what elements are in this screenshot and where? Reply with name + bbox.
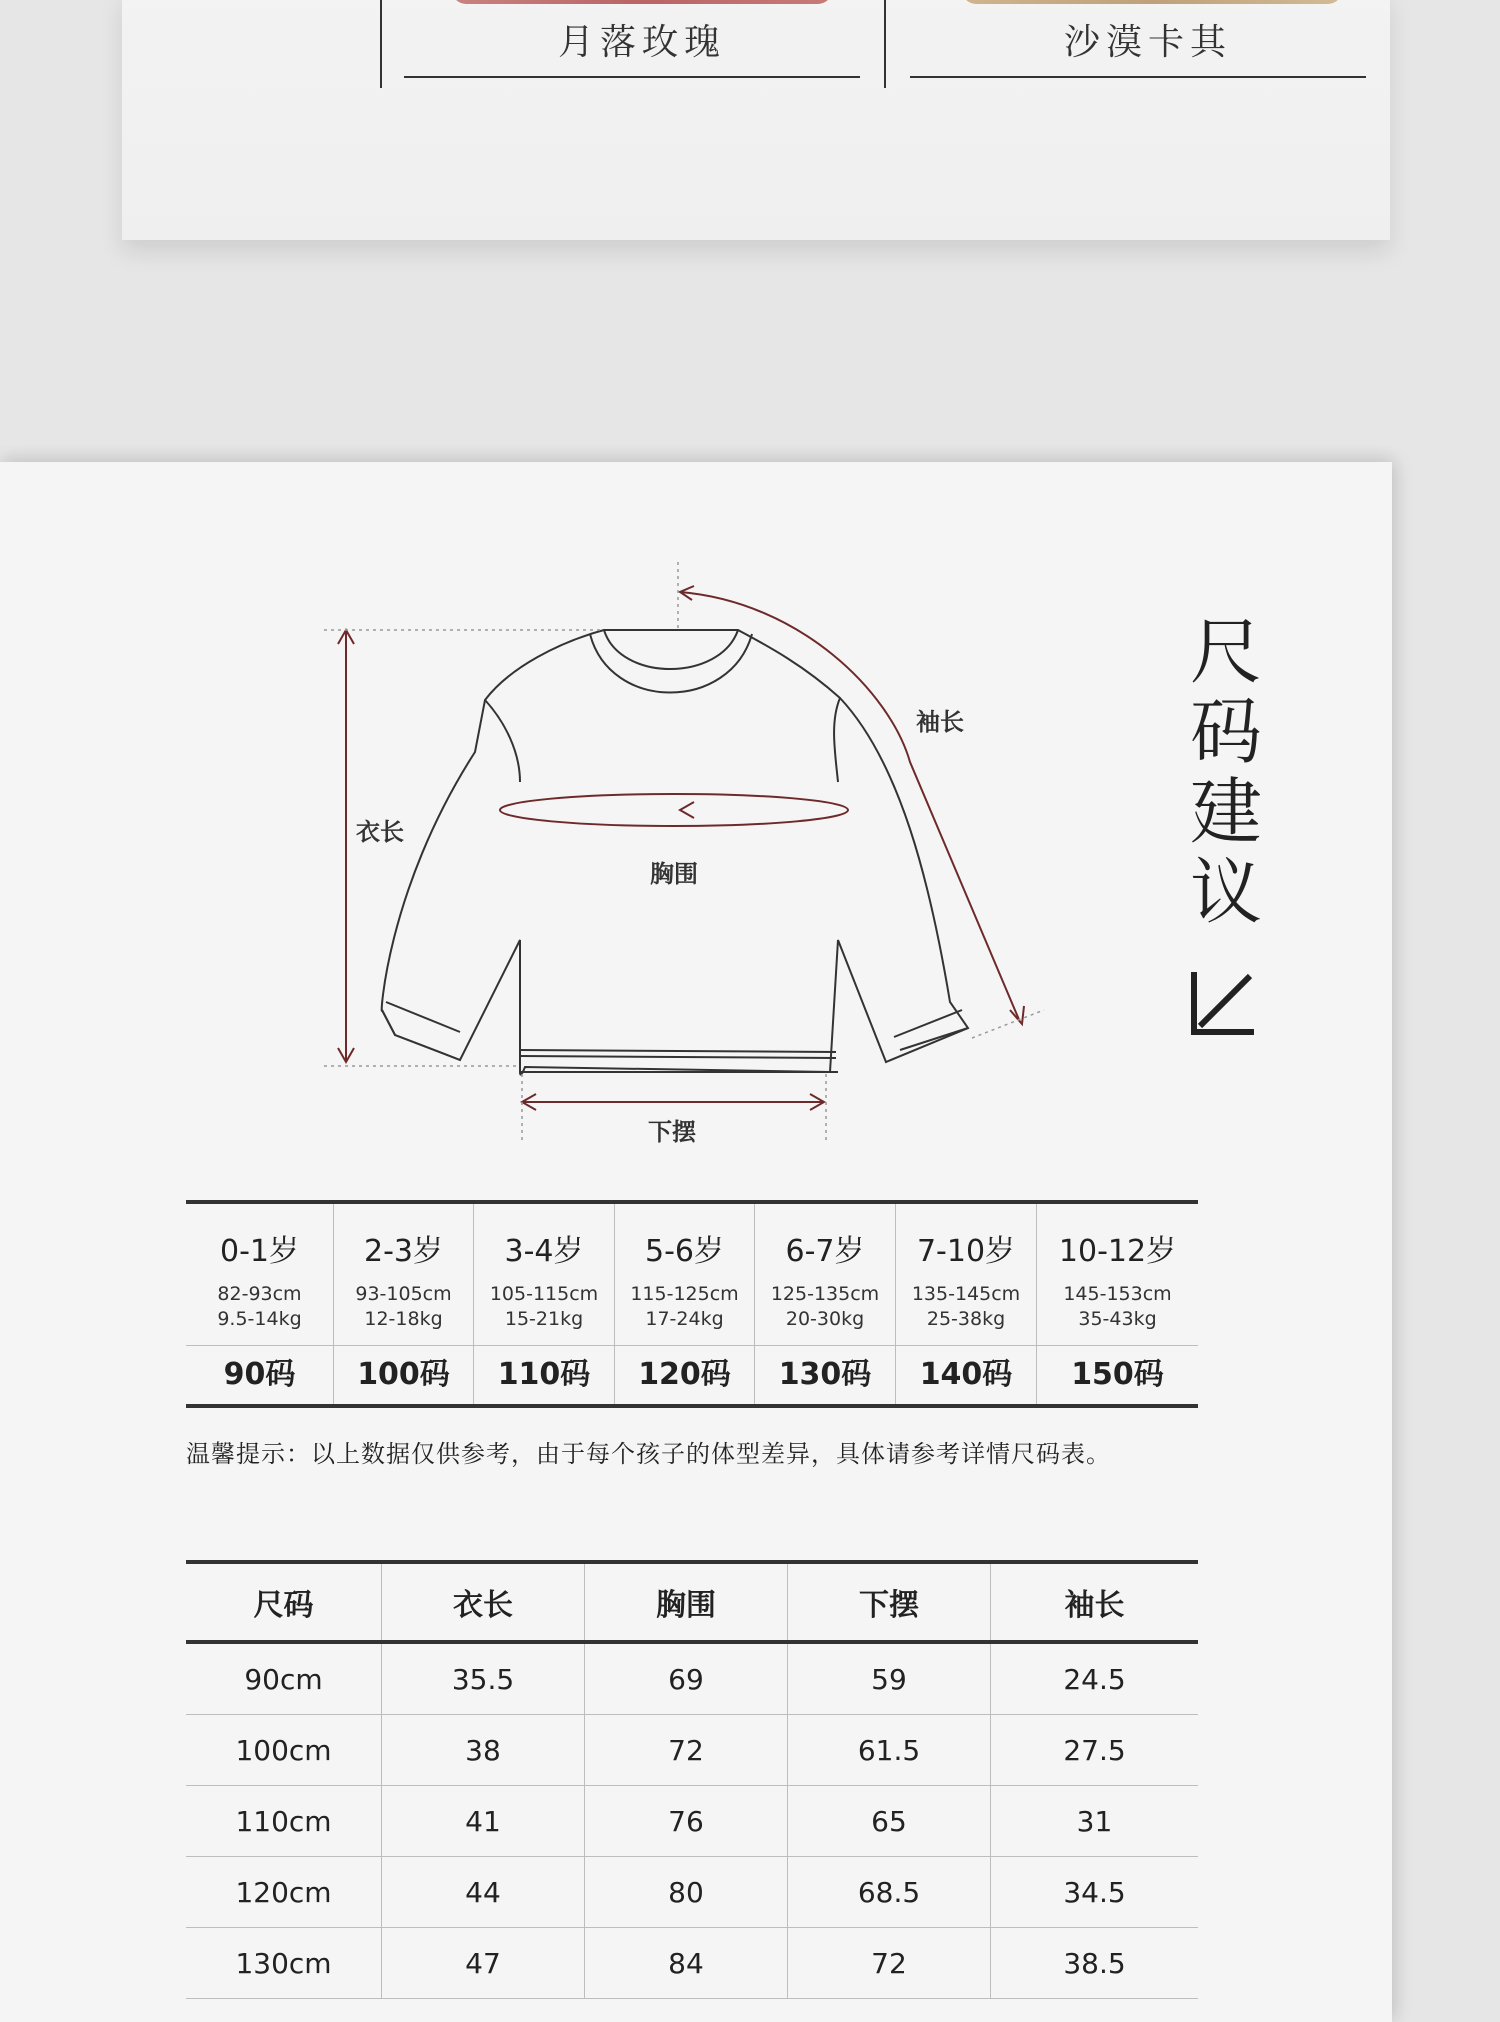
label-chest: 胸围 (650, 860, 698, 888)
table-row (186, 1928, 1198, 1999)
size-cell: 140码 (896, 1346, 1037, 1404)
color-card (122, 0, 1390, 240)
age-cell: 2-3岁 93-105cm 12-18kg (334, 1204, 474, 1346)
underline (404, 76, 860, 78)
color-name-khaki: 沙漠卡其 (1063, 22, 1232, 63)
label-sleeve: 袖长 (916, 708, 964, 736)
size-cell: 150码 (1071, 1357, 1164, 1392)
header-cell: 袖长 (1064, 1588, 1125, 1623)
table-cell: 35.5 (382, 1644, 585, 1714)
table-cell: 130cm (186, 1928, 382, 1998)
label-length: 衣长 (356, 818, 404, 846)
table-cell: 27.5 (1063, 1733, 1126, 1767)
size-cell: 120码 (615, 1346, 755, 1404)
table-cell: 31 (1076, 1804, 1113, 1838)
table-cell: 68.5 (788, 1857, 991, 1927)
size-cell: 110码 (474, 1346, 615, 1404)
table-cell: 69 (585, 1644, 788, 1714)
header-cell: 尺码 (186, 1564, 382, 1640)
measurement-table (186, 1560, 1198, 1999)
size-advice-title: 尺 码 建 议 (1189, 610, 1262, 934)
header-cell: 衣长 (382, 1564, 585, 1640)
table-row (186, 1715, 1198, 1786)
table-cell: 59 (788, 1644, 991, 1714)
table-cell: 34.5 (1063, 1875, 1126, 1909)
guide-lines (324, 562, 1044, 1142)
table-cell: 61.5 (788, 1715, 991, 1785)
table-cell: 110cm (186, 1786, 382, 1856)
table-cell: 120cm (186, 1857, 382, 1927)
age-cell: 6-7岁 125-135cm 20-30kg (755, 1204, 896, 1346)
table-cell: 100cm (186, 1715, 382, 1785)
table-cell: 84 (585, 1928, 788, 1998)
table-cell: 24.5 (1063, 1662, 1126, 1696)
table-row (186, 1786, 1198, 1857)
table-cell: 72 (788, 1928, 991, 1998)
underline (910, 76, 1366, 78)
rose-sweater-image (452, 0, 832, 4)
table-header-row (186, 1564, 1198, 1644)
divider (380, 0, 382, 88)
age-cell: 0-1岁 82-93cm 9.5-14kg (186, 1204, 334, 1346)
table-cell: 44 (382, 1857, 585, 1927)
age-cell: 7-10岁 135-145cm 25-38kg (896, 1204, 1037, 1346)
size-cell: 130码 (755, 1346, 896, 1404)
arrow-down-left-icon (1186, 962, 1266, 1042)
table-cell: 76 (585, 1786, 788, 1856)
divider (884, 0, 886, 88)
table-cell: 38 (382, 1715, 585, 1785)
size-row (186, 1346, 1198, 1404)
color-name-rose: 月落玫瑰 (557, 22, 726, 63)
age-cell: 5-6岁 115-125cm 17-24kg (615, 1204, 755, 1346)
table-cell: 80 (585, 1857, 788, 1927)
size-cell: 100码 (334, 1346, 474, 1404)
header-cell: 下摆 (788, 1564, 991, 1640)
table-row (186, 1644, 1198, 1715)
sweater-outline-icon (382, 630, 968, 1075)
table-row (186, 1857, 1198, 1928)
table-cell: 90cm (186, 1644, 382, 1714)
khaki-sweater-image (962, 0, 1342, 4)
age-row (186, 1204, 1198, 1346)
table-cell: 41 (382, 1786, 585, 1856)
age-size-table (186, 1200, 1198, 1408)
sweater-measurement-diagram (0, 462, 1060, 1162)
size-cell: 90码 (186, 1346, 334, 1404)
notice-text: 温馨提示：以上数据仅供参考，由于每个孩子的体型差异，具体请参考详情尺码表。 (186, 1440, 1111, 1468)
header-cell: 胸围 (585, 1564, 788, 1640)
age-cell: 3-4岁 105-115cm 15-21kg (474, 1204, 615, 1346)
age-cell: 10-12岁 145-153cm 35-43kg (1037, 1204, 1198, 1346)
table-cell: 65 (788, 1786, 991, 1856)
table-cell: 38.5 (1063, 1946, 1126, 1980)
measurement-arrows (338, 586, 1024, 1110)
table-cell: 72 (585, 1715, 788, 1785)
size-card (0, 462, 1392, 2022)
label-hem: 下摆 (648, 1118, 696, 1146)
table-cell: 47 (382, 1928, 585, 1998)
